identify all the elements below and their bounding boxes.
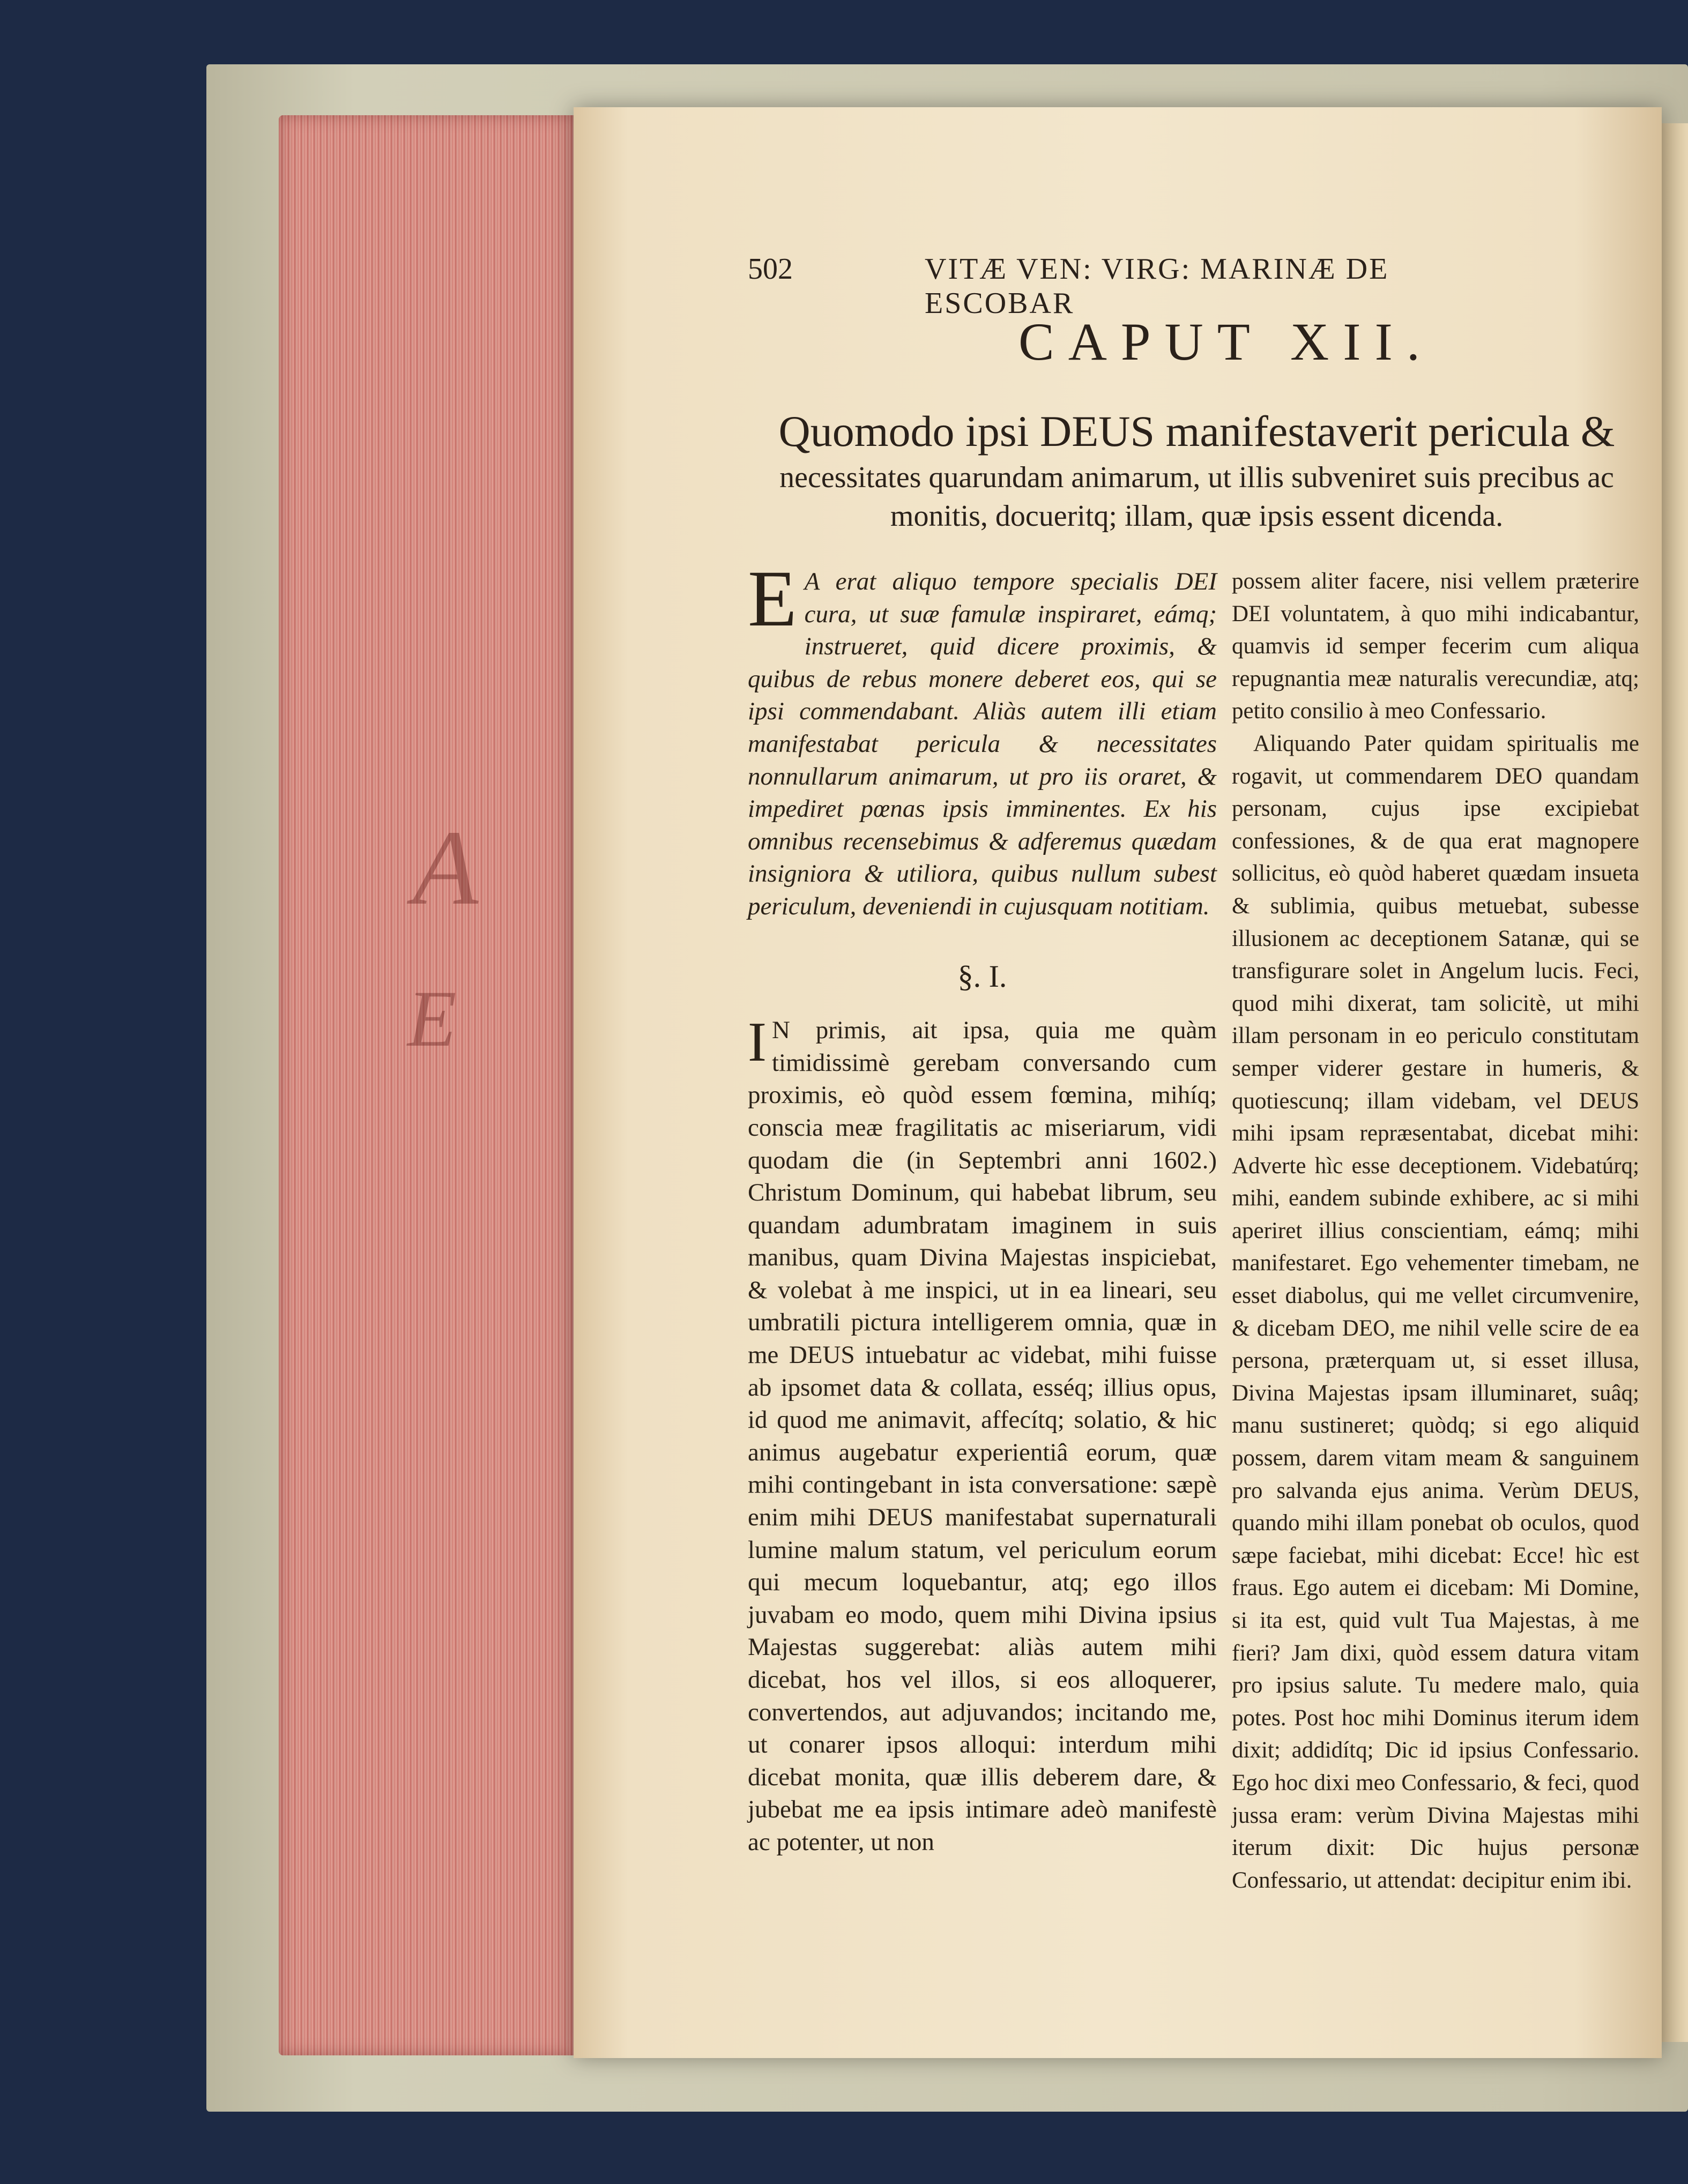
right-paragraph-1: possem aliter facere, nisi vellem præterire DEI voluntatem, à quo mihi indicabantur, quamvis id semper fecerim cum aliqua repugnantia meæ naturalis verecundiæ, atq; petito consilio à meo Confessario. xyxy=(1232,569,1639,724)
heading-line-2: necessitates quarundam animarum, ut illis subveniret suis precibus ac xyxy=(779,461,1614,494)
intro-dropcap: E xyxy=(748,554,797,643)
intro-text: A erat aliquo tempore specialis DEI cura, ut suæ famulæ inspiraret, eámq; instrueret, quid dicere proximis, & quibus de rebus monere deberet eos, qui se ipsi commendabant. Aliàs autem illi etiam manifestabat pericula & necessitates nonnullarum animarum, ut pro iis oraret, & impediret pœnas ipsis imminentes. Ex his omnibus recensebimus & adferemus quædam insigniora & utiliora, quibus nullum subest periculum, deveniendi in cujusquam notitiam. xyxy=(748,568,1217,920)
left-column xyxy=(748,554,1217,1859)
running-head xyxy=(748,252,1525,320)
next-page-edge xyxy=(1659,123,1688,2042)
heading-line-1: Quomodo ipsi DEUS manifestaverit pericula & xyxy=(778,407,1615,456)
section-dropcap: I xyxy=(748,1010,767,1074)
section-mark: §. I. xyxy=(957,958,1007,994)
running-title: VITÆ VEN: VIRG: MARINÆ DE ESCOBAR xyxy=(925,252,1389,320)
heading-line-3: monitis, docueritq; illam, quæ ipsis essent dicenda. xyxy=(890,500,1504,533)
chapter-heading xyxy=(742,405,1651,535)
intro-paragraph xyxy=(748,554,1217,923)
right-column xyxy=(1232,565,1639,1897)
offset-ghost-mark: E xyxy=(407,974,457,1063)
page-number: 502 xyxy=(748,252,793,286)
chapter-title: CAPUT XII. xyxy=(1018,312,1434,371)
offset-ghost-mark: A xyxy=(413,809,479,927)
section-text: N primis, ait ipsa, quia me quàm timidissimè gerebam conversando cum proximis, eò quòd essem fœmina, mihíq; conscia meæ fragilitatis ac miseriarum, vidi quodam die (in Septembri anni 1602.) Christum Dominum, qui habebat librum, seu quandam adumbratam imaginem in suis manibus, quam Divina Majestas inspiciebat, & volebat à me inspici, ut in ea lineari, seu umbratili pictura intelligerem omnia, quæ in me DEUS intuebatur ac videbat, mihi fuisse ab ipsomet data & collata, esséq; illius opus, id quod me animavit, affecítq; solatio, & hic animus augebatur experientiâ eorum, quæ mihi contingebant in ista conversatione: sæpè enim mihi DEUS manifestabat supernaturali lumine malum statum, vel periculum eorum qui mecum loquebantur, atq; ego illos juvabam eo modo, quem mihi Divina ipsius Majestas suggerebat: aliàs autem mihi dicebat, hos vel illos, si eos alloquerer, convertendos, aut adjuvandos; incitando me, ut conarer ipsos alloqui: interdum mihi dicebat monita, quæ illis deberem dare, & jubebat me ea ipsis intimare adeò manifestè ac potenter, ut non xyxy=(748,1016,1217,1856)
page-edges-red xyxy=(279,115,579,2055)
right-paragraph-2: Aliquando Pater quidam spiritualis me rogavit, ut commendarem DEO quandam personam, cujus ipse excipiebat confessiones, & de qua erat magnopere sollicitus, eò quòd haberet quædam insueta & sublimia, quibus metuebat, subesse illusionem ac deceptionem Satanæ, qui se transfigurare solet in Angelum lucis. Feci, quod mihi dixerat, tam solicitè, ut mihi illam personam in eo periculo constitutam semper viderer gestare in humeris, & quotiescunq; illam videbam, vel DEUS mihi ipsam repræsentabat, dicebat mihi: Adverte hìc esse deceptionem. Videbatúrq; mihi, eandem subinde exhibere, ac si mihi aperiret illius conscientiam, eámq; mihi manifestaret. Ego vehementer timebam, ne esset diabolus, qui me vellet circumvenire, & dicebam DEO, me nihil velle scire de ea persona, præterquam ut, si esset illusa, Divina Majestas ipsam illuminaret, suâq; manu sustineret; quòdq; si ego aliquid possem, darem vitam meam & sanguinem pro salvanda ejus anima. Verùm DEUS, quando mihi illam ponebat ob oculos, quod sæpe faciebat, mihi dicebat: Ecce! hìc est fraus. Ego autem ei dicebam: Mi Domine, si ita est, quid vult Tua Majestas, à me fieri? Jam dixi, quòd essem datura vitam pro ipsius salute. Tu medere malo, quia potes. Post hoc mihi Dominus iterum idem dixit; addidítq; Dic id ipsius Confessario. Ego hoc dixi meo Confessario, & feci, quod jussa eram: verùm Divina Majestas mihi iterum dixit: Dic hujus personæ Confessario, ut attendat: decipitur enim ibi. xyxy=(1232,731,1639,1893)
section-paragraph xyxy=(748,1010,1217,1858)
